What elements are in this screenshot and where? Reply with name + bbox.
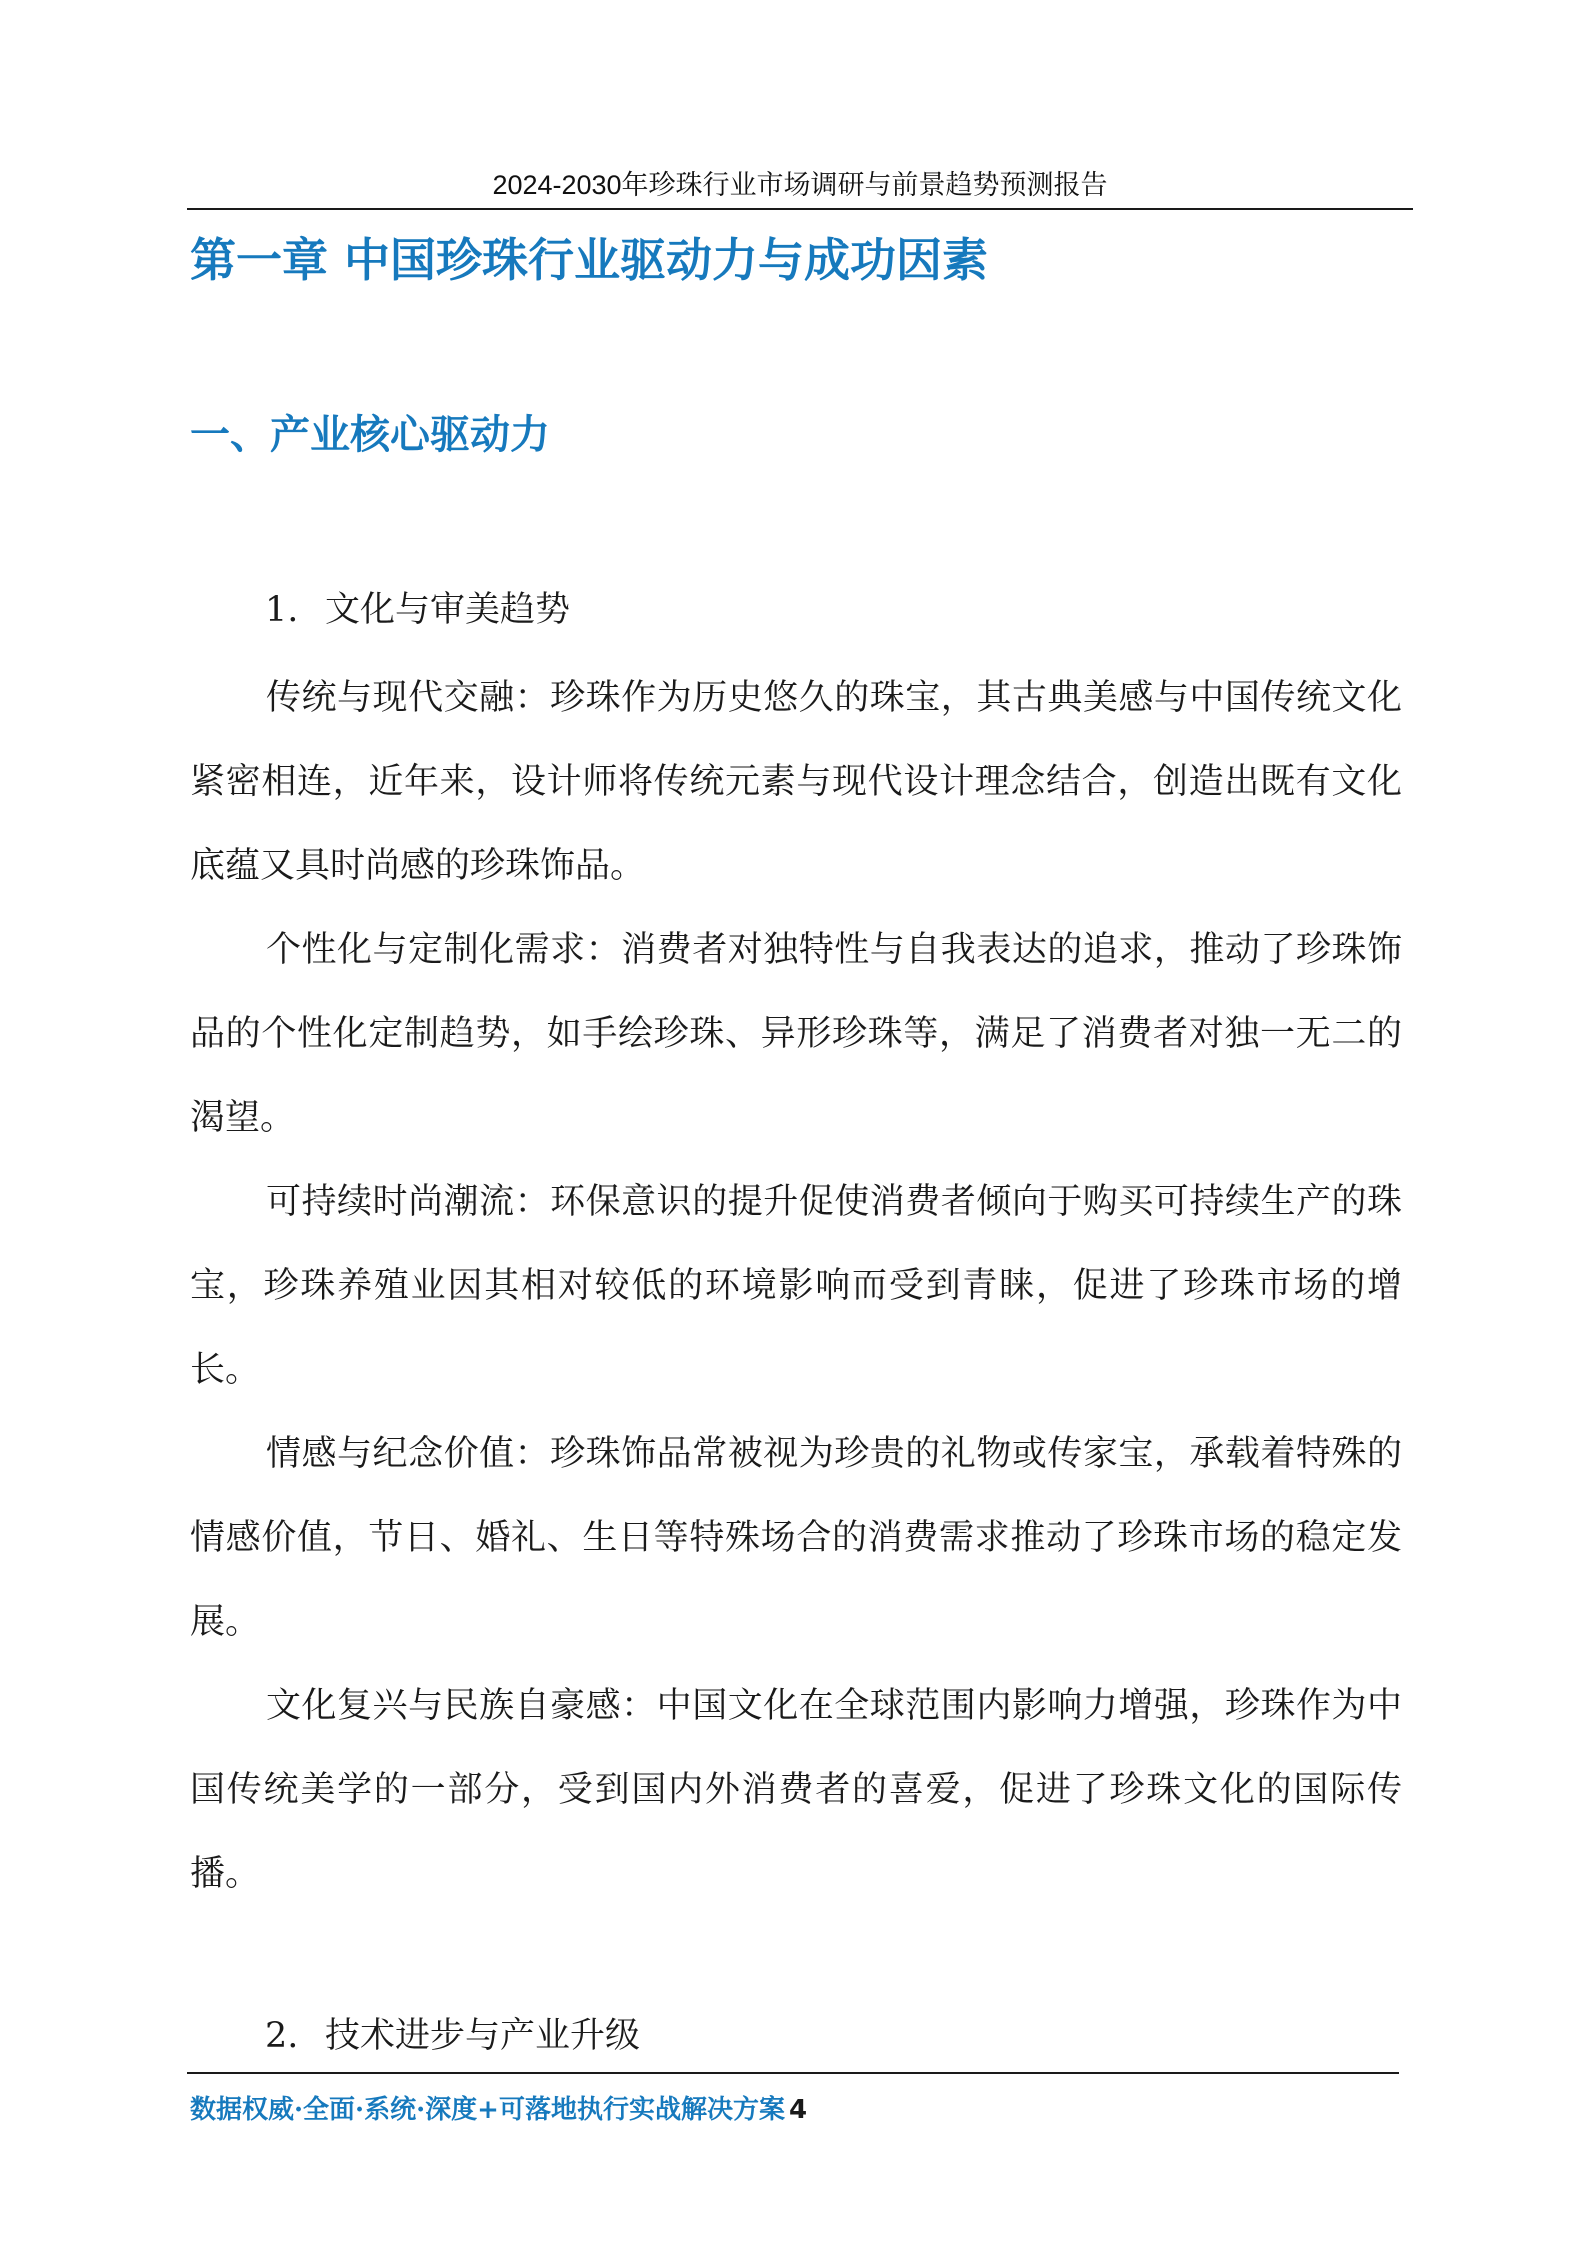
subsection-number: 2. [265,2016,299,2056]
paragraph-emotional-value: 情感与纪念价值：珍珠饰品常被视为珍贵的礼物或传家宝，承载着特殊的情感价值，节日、婚礼、生日等特殊场合的消费需求推动了珍珠市场的稳定发展。 [190,1434,1402,1642]
footer-divider [187,2072,1399,2074]
paragraph-cultural-fusion: 传统与现代交融：珍珠作为历史悠久的珠宝，其古典美感与中国传统文化紧密相连，近年来，设计师将传统元素与现代设计理念结合，创造出既有文化底蕴又具时尚感的珍珠饰品。 [190,678,1402,886]
subsection-heading-1 [265,585,570,635]
paragraph-cultural-revival: 文化复兴与民族自豪感：中国文化在全球范围内影响力增强，珍珠作为中国传统美学的一部分，受到国内外消费者的喜爱，促进了珍珠文化的国际传播。 [190,1686,1402,1894]
paragraph-sustainability: 可持续时尚潮流：环保意识的提升促使消费者倾向于购买可持续生产的珠宝，珍珠养殖业因其相对较低的环境影响而受到青睐，促进了珍珠市场的增长。 [190,1182,1402,1390]
subsection-title: 文化与审美趋势 [325,590,571,630]
body-text [190,656,1402,1916]
page-footer [190,2092,807,2128]
header-divider [187,208,1413,210]
running-header: 2024-2030年珍珠行业市场调研与前景趋势预测报告 [492,170,1108,200]
subsection-heading-2 [265,2011,640,2061]
page-number: 4 [788,2095,808,2125]
subsection-title: 技术进步与产业升级 [325,2016,641,2056]
chapter-title: 第一章 中国珍珠行业驱动力与成功因素 [190,233,989,287]
paragraph-personalization: 个性化与定制化需求：消费者对独特性与自我表达的追求，推动了珍珠饰品的个性化定制趋势，如手绘珍珠、异形珍珠等，满足了消费者对独一无二的渴望。 [190,930,1402,1138]
subsection-number: 1. [265,590,299,630]
section-heading: 一、产业核心驱动力 [190,412,550,458]
footer-slogan: 数据权威·全面·系统·深度+可落地执行实战解决方案 [190,2095,785,2125]
